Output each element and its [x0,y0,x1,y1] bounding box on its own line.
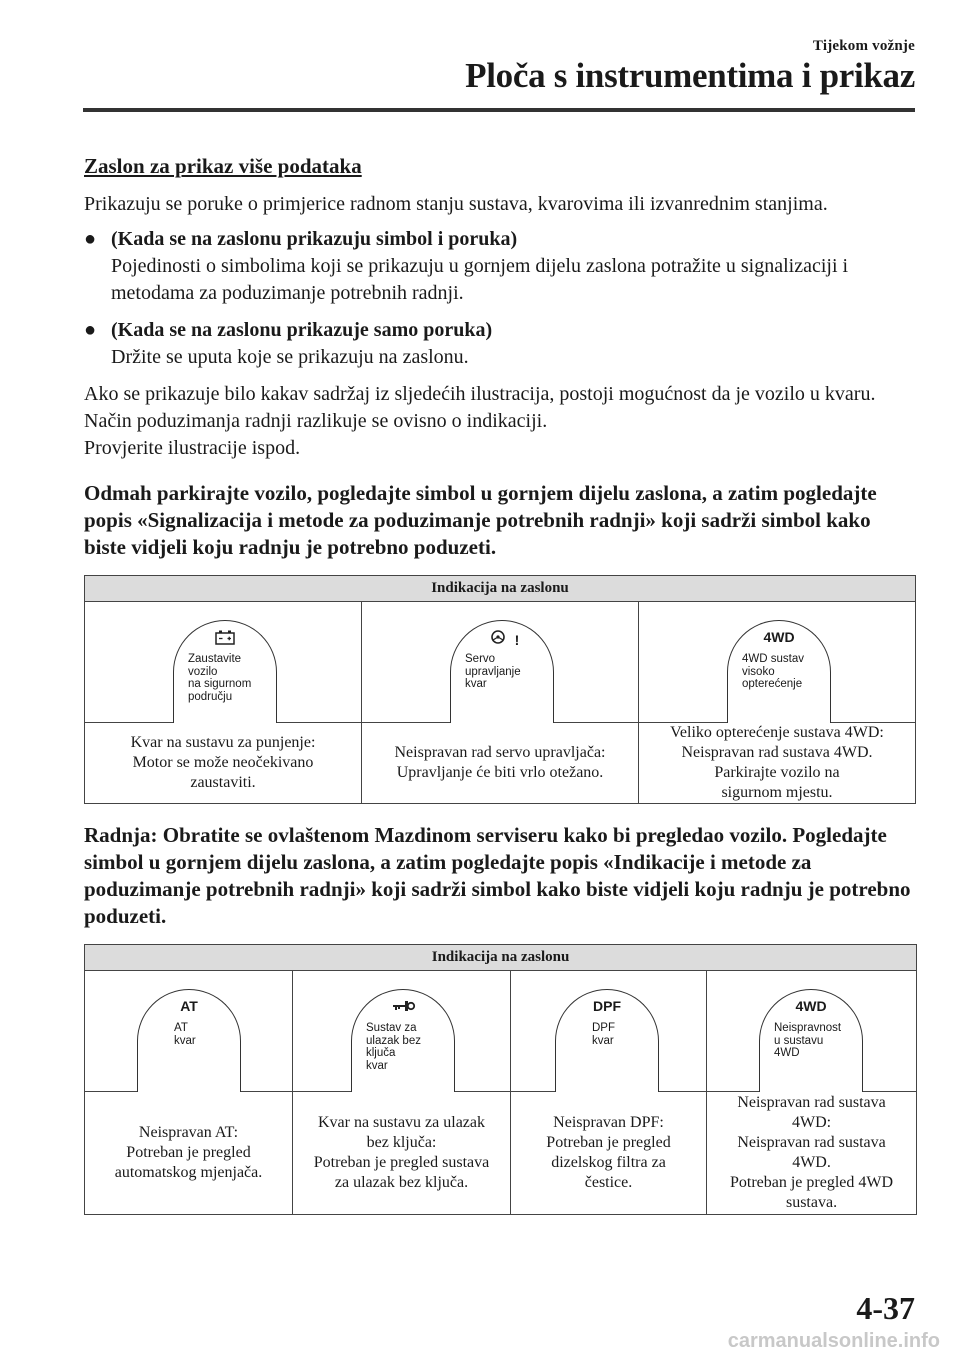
indication-description: Neispravan rad sustava 4WD: Neispravan rad sustava 4WD. Potreban je pregled 4WD sustava. [707,1092,917,1215]
screen-message: AT kvar [174,1022,196,1047]
exclamation-mark: ! [514,632,520,648]
battery-icon [174,629,276,648]
section-label: Tijekom vožnje [812,38,915,54]
screen-message: Neispravnost u sustavu 4WD [774,1022,842,1059]
table-header: Indikacija na zaslonu [85,945,917,971]
display-screen [173,620,277,723]
steering-warning-icon [451,629,553,648]
bullet-item [84,226,916,307]
indication-description: Kvar na sustavu za ulazak bez ključa: Potreban je pregled sustava za ulazak bez ključa. [293,1092,511,1215]
display-screen [759,989,863,1092]
instruction-park: Odmah parkirajte vozilo, pogledajte simbol u gornjem dijelu zaslona, a zatim pogledajte popis «Signalizacija i metode za poduzimanje potrebnih radnji» koji sadrži simbol kako biste vidjeli koju radnju je potrebno poduzeti. [84,481,877,559]
indication-image-cell [707,971,917,1092]
screen-message: Sustav za ulazak bez ključa kvar [366,1022,421,1072]
check-paragraph: Provjerite ilustracije ispod. [84,437,301,459]
indication-description: Veliko opterećenje sustava 4WD: Neispravan rad sustava 4WD. Parkirajte vozilo na sigurnom mjestu. [639,723,916,804]
screen-message: Servo upravljanje kvar [465,653,521,690]
instruction-service: Radnja: Obratite se ovlaštenom Mazdinom serviseru kako bi pregledao vozilo. Pogledajte simbol u gornjem dijelu zaslona, a zatim pogledajte popis «Indikacije i metode za poduzimanje potrebnih radnji» koji sadrži simbol kako biste vidjeli koju radnju je potrebno poduzeti. [84,823,911,928]
4wd-icon: 4WD [763,629,795,645]
indication-image-cell [85,971,293,1092]
screen-message: DPF kvar [592,1022,615,1047]
4wd-icon: 4WD [795,998,827,1014]
page-number: 4-37 [856,1290,915,1326]
header-rule [83,108,915,112]
display-screen [137,989,241,1092]
indication-image-cell [85,602,362,723]
indication-image-cell [639,602,916,723]
indication-description: Neispravan rad servo upravljača: Upravljanje će biti vrlo otežano. [362,723,639,804]
screen-message: Zaustavite vozilo na sigurnom području [188,653,252,703]
key-icon [352,998,454,1017]
bullet-text: Držite se uputa koje se prikazuju na zaslonu. [111,346,469,368]
bullet-text: Pojedinosti o simbolima koji se prikazuju u gornjem dijelu zaslona potražite u signalizaciji i metodama za poduzimanje potrebnih radnji. [111,255,849,304]
indication-description: Kvar na sustavu za punjenje: Motor se može neočekivano zaustaviti. [85,723,362,804]
indication-image-cell [362,602,639,723]
display-screen [555,989,659,1092]
bullet-dot: ● [84,228,97,250]
bullet-dot: ● [84,319,97,341]
dpf-icon: DPF [593,998,621,1014]
display-screen [450,620,554,723]
warning-paragraph: Ako se prikazuje bilo kakav sadržaj iz sljedećih ilustracija, postoji mogućnost da je vozilo u kvaru. Način poduzimanja radnji razlikuje se ovisno o indikaciji. [84,383,876,432]
intro-paragraph: Prikazuju se poruke o primjerice radnom stanju sustava, kvarovima ili izvanrednim stanjima. [84,193,828,215]
table-header: Indikacija na zaslonu [85,576,916,602]
main-content [84,154,916,1215]
screen-message: 4WD sustav visoko opterećenje [742,653,804,690]
indication-description: Neispravan DPF: Potreban je pregled dizelskog filtra za čestice. [511,1092,707,1215]
bullet-title: (Kada se na zaslonu prikazuje samo poruka) [111,319,493,341]
watermark: carmanualsonline.info [727,1330,940,1352]
indication-description: Neispravan AT: Potreban je pregled automatskog mjenjača. [85,1092,293,1215]
indication-image-cell [293,971,511,1092]
indication-table-service [84,944,917,1215]
bullet-title: (Kada se na zaslonu prikazuju simbol i poruka) [111,228,518,250]
bullet-item [84,317,916,371]
indication-image-cell [511,971,707,1092]
display-screen [727,620,831,723]
page-title: Ploča s instrumentima i prikaz [465,56,915,95]
indication-table-urgent [84,575,916,804]
section-heading: Zaslon za prikaz više podataka [84,154,362,178]
at-icon: AT [180,998,198,1014]
display-screen [351,989,455,1092]
